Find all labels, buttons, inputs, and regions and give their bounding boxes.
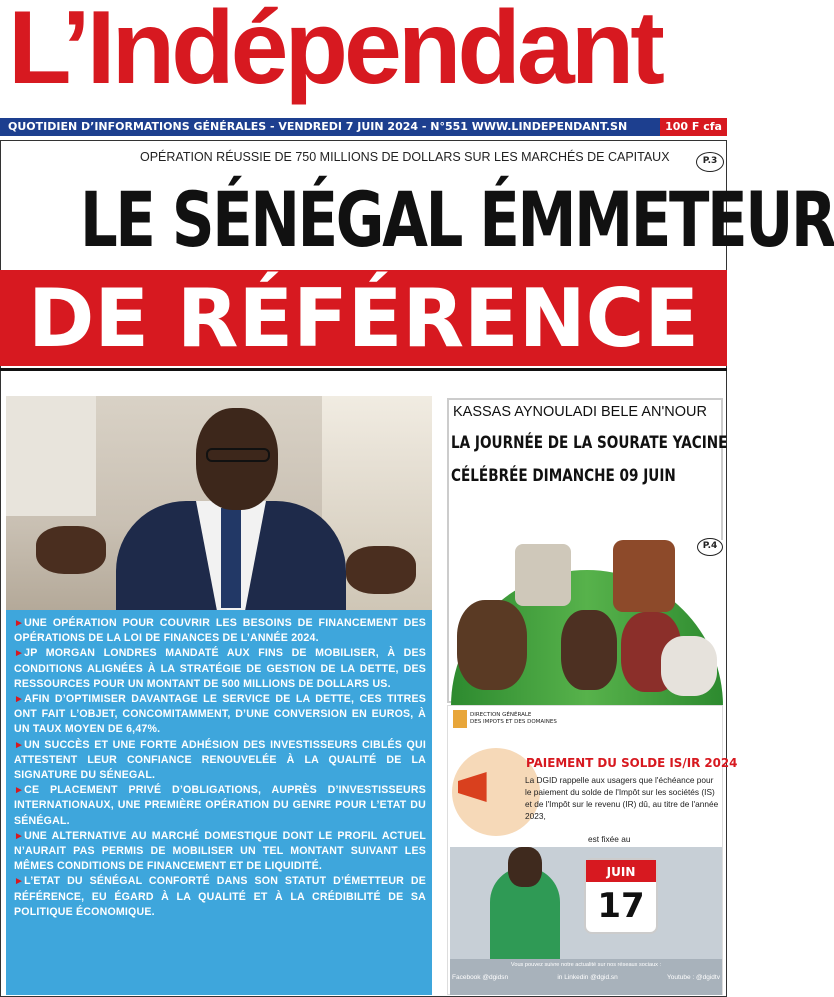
ad-footer-text: Vous pouvez suivre notre actualité sur nos réseaux sociaux : (510, 962, 662, 968)
side-story-headline: LA JOURNÉE DE LA SOURATE YACINE CÉLÉBRÉE DIMANCHE 09 JUIN (451, 433, 728, 486)
ad-person-head (508, 847, 542, 887)
portrait (515, 544, 571, 606)
bullet-item: ►UNE ALTERNATIVE AU MARCHÉ DOMESTIQUE DONT LE PROFIL ACTUEL N’AURAIT PAS PERMIS DE MOBILISER UN TEL MONTANT SUIVANT LES MÊMES CONDITIONS DE FINANCEMENT ET DE LIQUIDITÉ. (14, 829, 426, 873)
portrait (457, 600, 527, 690)
info-bar (0, 118, 727, 136)
lead-headline-line1: LE SÉNÉGAL ÉMMETEUR (79, 175, 834, 264)
arrow-icon: ► (14, 618, 25, 629)
portrait (561, 610, 617, 690)
side-story-kicker: KASSAS AYNOULADI BELE AN'NOUR (453, 404, 707, 420)
lead-headline-line2: DE RÉFÉRENCE (27, 272, 699, 365)
photo-background-shelf (6, 396, 96, 516)
calendar-icon (584, 858, 658, 934)
arrow-icon: ► (14, 785, 25, 797)
arrow-icon: ► (14, 876, 25, 888)
divider (0, 368, 727, 371)
photo-hand-left (36, 526, 106, 574)
lead-kicker: OPÉRATION RÉUSSIE DE 750 MILLIONS DE DOLLARS SUR LES MARCHÉS DE CAPITAUX (140, 150, 670, 164)
bullet-item: ►JP MORGAN LONDRES MANDATÉ AUX FINS DE MOBILISER, À DES CONDITIONS ALIGNÉES À LA STRATÉGIE DE GESTION DE LA DETTE, DES RESSOURCES POUR UN MONTANT DE 500 MILLIONS DE DOLLARS US. (14, 647, 426, 690)
ad-title: PAIEMENT DU SOLDE IS/IR 2024 (526, 755, 738, 770)
side-story-page-ref: P.4 (697, 538, 723, 556)
price-badge: 100 F cfa (660, 118, 727, 136)
linkedin-link: in Linkedin @dgid.sn (557, 974, 618, 981)
bullet-item: ►AFIN D’OPTIMISER DAVANTAGE LE SERVICE DE LA DETTE, CES TITRES ONT FAIT L’OBJET, CONCOMITAMMENT, D’UNE CONVERSION EN EUROS, À UN TAUX MOYEN DE 6,47%. (14, 693, 426, 736)
portrait (661, 636, 717, 696)
lead-page-ref: P.3 (696, 152, 724, 172)
arrow-icon: ► (14, 694, 25, 706)
photo-hand-right (346, 546, 416, 594)
photo-glasses (206, 448, 270, 462)
newspaper-logo: L’Indépendant (8, 0, 661, 106)
ad-social-links (452, 974, 720, 981)
ad-fixed-text: est fixée au (588, 834, 631, 844)
bullet-item: ►CE PLACEMENT PRIVÉ D’OBLIGATIONS, AUPRÈS D’INVESTISSEURS INTERNATIONAUX, UNE PREMIÈRE OPÉRATION DU GENRE POUR L’ETAT DU SÉNÉGAL. (14, 784, 426, 827)
issue-info: QUOTIDIEN D’INFORMATIONS GÉNÉRALES - VENDREDI 7 JUIN 2024 - N°551 WWW.LINDEPENDANT.SN (8, 120, 628, 133)
arrow-icon: ► (14, 830, 25, 842)
bullet-item: ►L’ETAT DU SÉNÉGAL CONFORTÉ DANS SON STATUT D’ÉMETTEUR DE RÉFÉRENCE, EU ÉGARD À LA QUALITÉ ET À LA CRÉDIBILITÉ DE SA POLITIQUE ÉCONOMIQUE. (14, 875, 426, 918)
bullet-item: ►UNE OPÉRATION POUR COUVRIR LES BESOINS DE FINANCEMENT DES OPÉRATIONS DE LA LOI DE FINANCES DE L’ANNÉE 2024. (14, 617, 426, 645)
arrow-icon: ► (14, 648, 25, 660)
photo-tie (221, 508, 241, 608)
arrow-icon: ► (14, 739, 25, 751)
facebook-link: Facebook @dgidsn (452, 974, 509, 981)
calendar-day: 17 (597, 886, 645, 926)
portrait (613, 540, 675, 612)
lead-photo (6, 396, 432, 610)
ad-org-name: DIRECTION GÉNÉRALE DES IMPOTS ET DES DOMAINES (470, 712, 557, 725)
youtube-link: Youtube : @dgidtv (667, 974, 720, 981)
bullet-item: ►UN SUCCÈS ET UNE FORTE ADHÉSION DES INVESTISSEURS CIBLÉS QUI ATTESTENT LEUR CONFIANCE RENOUVELÉE À LA QUALITÉ DE LA SIGNATURE DU SÉNEGAL. (14, 738, 426, 782)
calendar-month: JUIN (586, 860, 656, 882)
dgid-logo-icon (453, 710, 467, 728)
ad-text: La DGID rappelle aux usagers que l'échéance pour le paiement du solde de l'Impôt sur les sociétés (IS) et de l'Impôt sur le revenu (IR) dû, au titre de l'année 2023, (525, 775, 719, 821)
lead-bullets (6, 610, 432, 995)
side-story-image (451, 540, 723, 701)
masthead (0, 0, 727, 118)
